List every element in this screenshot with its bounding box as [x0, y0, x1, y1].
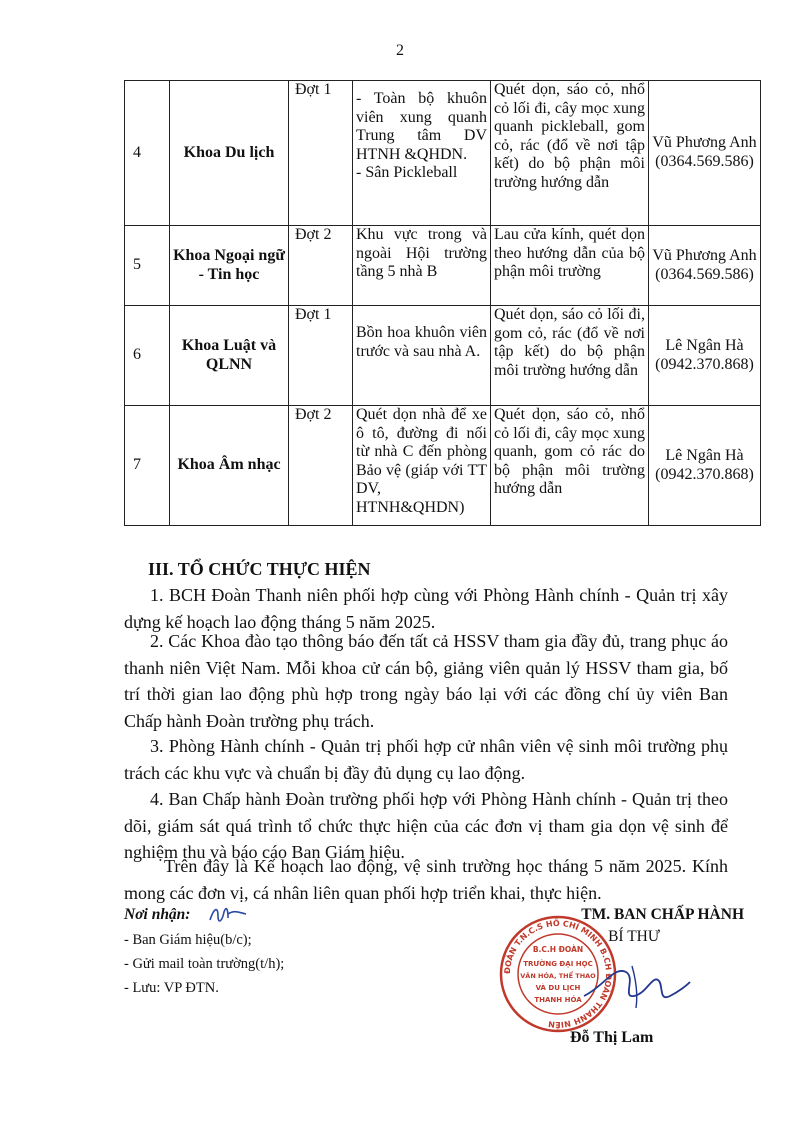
contact-phone: (0942.370.868)	[655, 355, 754, 373]
area-cell	[353, 306, 491, 406]
contact-name: Lê Ngân Hà	[665, 446, 744, 464]
unit-name: Khoa Âm nhạc	[170, 406, 289, 526]
contact-phone: (0942.370.868)	[655, 465, 754, 483]
unit-name: Khoa Ngoại ngữ - Tin học	[170, 226, 289, 306]
round-label: Đợt 2	[289, 226, 353, 306]
round-label: Đợt 1	[289, 81, 353, 226]
area-text: Quét dọn nhà để xe ô tô, đường đi nối từ nhà C đến phòng Bảo vệ (giáp với TT DV, HTNH&QHDN)	[356, 406, 487, 516]
row-number: 7	[125, 406, 170, 526]
round-label: Đợt 2	[289, 406, 353, 526]
table-row	[125, 406, 761, 526]
contact-phone: (0364.569.586)	[655, 265, 754, 283]
stamp-ring-text: ĐOÀN T.N.C.S HỒ CHÍ MINH B.CH ĐOÀN THANH NIÊN	[502, 918, 614, 1030]
area-text: Khu vực trong và ngoài Hội trường tầng 5 nhà B	[356, 226, 487, 281]
paragraph-1: 1. BCH Đoàn Thanh niên phối hợp cùng với Phòng Hành chính - Quản trị xây dựng kế hoạch lao động tháng 5 năm 2025.	[124, 585, 728, 632]
task-cell	[491, 81, 649, 226]
stamp-line: B.C.H ĐOÀN	[532, 945, 584, 954]
task-text: Quét dọn, sáo cỏ, nhổ cỏ lối đi, cây mọc xung quanh pickleball, gom cỏ, rác (đổ về nơi tập kết) do bộ phận môi trường hướng dẫn	[494, 81, 645, 191]
row-number: 4	[125, 81, 170, 226]
area-cell	[353, 226, 491, 306]
signature-block	[484, 906, 744, 1046]
task-cell	[491, 306, 649, 406]
stamp-line: TRƯỜNG ĐẠI HỌC	[523, 960, 593, 968]
signer-name: Đỗ Thị Lam	[570, 1029, 654, 1046]
recipients-label: Nơi nhận:	[124, 906, 191, 923]
area-text: Bồn hoa khuôn viên trước và sau nhà A.	[356, 324, 487, 360]
paragraph-2: 2. Các Khoa đào tạo thông báo đến tất cả HSSV tham gia đầy đủ, trang phục áo thanh niên Việt Nam. Mỗi khoa cử cán bộ, giảng viên quản lý HSSV tham gia, bố trí thời gian lao động phù hợp trong ngày báo lại với các đồng chí ủy viên Ban Chấp hành Đoàn trường phụ trách.	[124, 631, 728, 731]
contact-cell	[649, 81, 761, 226]
table-row	[125, 306, 761, 406]
labor-assignment-table	[124, 80, 761, 526]
area-cell	[353, 406, 491, 526]
area-cell	[353, 81, 491, 226]
stamp-line: VĂN HÓA, THỂ THAO	[520, 972, 596, 980]
contact-name: Vũ Phương Anh	[652, 134, 757, 152]
paragraph-3: 3. Phòng Hành chính - Quản trị phối hợp cử nhân viên vệ sinh môi trường phụ trách các khu vực và chuẩn bị đầy đủ dụng cụ lao động.	[124, 736, 728, 783]
table-row	[125, 226, 761, 306]
signer-role: BÍ THƯ	[608, 928, 660, 945]
task-cell	[491, 226, 649, 306]
unit-name: Khoa Du lịch	[170, 81, 289, 226]
closing-paragraph: Trên đây là Kế hoạch lao động, vệ sinh trường học tháng 5 năm 2025. Kính mong các đơn vị, cá nhân liên quan phối hợp triển khai, thực hiện.	[124, 856, 728, 903]
handwritten-signature-icon	[574, 946, 694, 1016]
contact-cell	[649, 406, 761, 526]
task-cell	[491, 406, 649, 526]
round-label: Đợt 1	[289, 306, 353, 406]
list-item: - Lưu: VP ĐTN.	[124, 980, 219, 996]
contact-cell	[649, 306, 761, 406]
recipients-block	[124, 906, 424, 1000]
section-title: III. TỔ CHỨC THỰC HIỆN	[148, 559, 371, 579]
recipients-list	[124, 928, 424, 1000]
stamp-line: THANH HÓA	[534, 996, 582, 1004]
initials-signature-icon	[206, 902, 250, 928]
signer-organization: TM. BAN CHẤP HÀNH	[581, 906, 744, 923]
contact-name: Lê Ngân Hà	[665, 336, 744, 354]
list-item: - Ban Giám hiệu(b/c);	[124, 932, 252, 948]
list-item: - Gửi mail toàn trường(t/h);	[124, 956, 285, 972]
paragraph-4: 4. Ban Chấp hành Đoàn trường phối hợp với Phòng Hành chính - Quản trị theo dõi, giám sát quá trình tổ chức thực hiện của các đơn vị tham gia dọn vệ sinh để nghiệm thu và báo cáo Ban Giám hiệu.	[124, 789, 728, 862]
page-number: 2	[396, 42, 404, 59]
contact-phone: (0364.569.586)	[655, 153, 754, 170]
row-number: 6	[125, 306, 170, 406]
task-text: Quét dọn, sáo cỏ lối đi, gom cỏ, rác (đổ về nơi tập kết) do bộ phận môi trường hướng dẫn	[494, 306, 645, 379]
table-row	[125, 81, 761, 226]
task-text: Quét dọn, sáo cỏ, nhổ cỏ lối đi, cây mọc xung quanh, gom cỏ rác do bộ phận môi trường hướng dẫn	[494, 406, 645, 498]
contact-name: Vũ Phương Anh	[652, 246, 757, 264]
contact-cell	[649, 226, 761, 306]
area-text: - Toàn bộ khuôn viên xung quanh Trung tâm DV HTNH &QHDN. - Sân Pickleball	[356, 90, 487, 182]
unit-name: Khoa Luật và QLNN	[170, 306, 289, 406]
stamp-line: VÀ DU LỊCH	[535, 984, 581, 992]
task-text: Lau cửa kính, quét dọn theo hướng dẫn của bộ phận môi trường	[494, 226, 645, 281]
row-number: 5	[125, 226, 170, 306]
